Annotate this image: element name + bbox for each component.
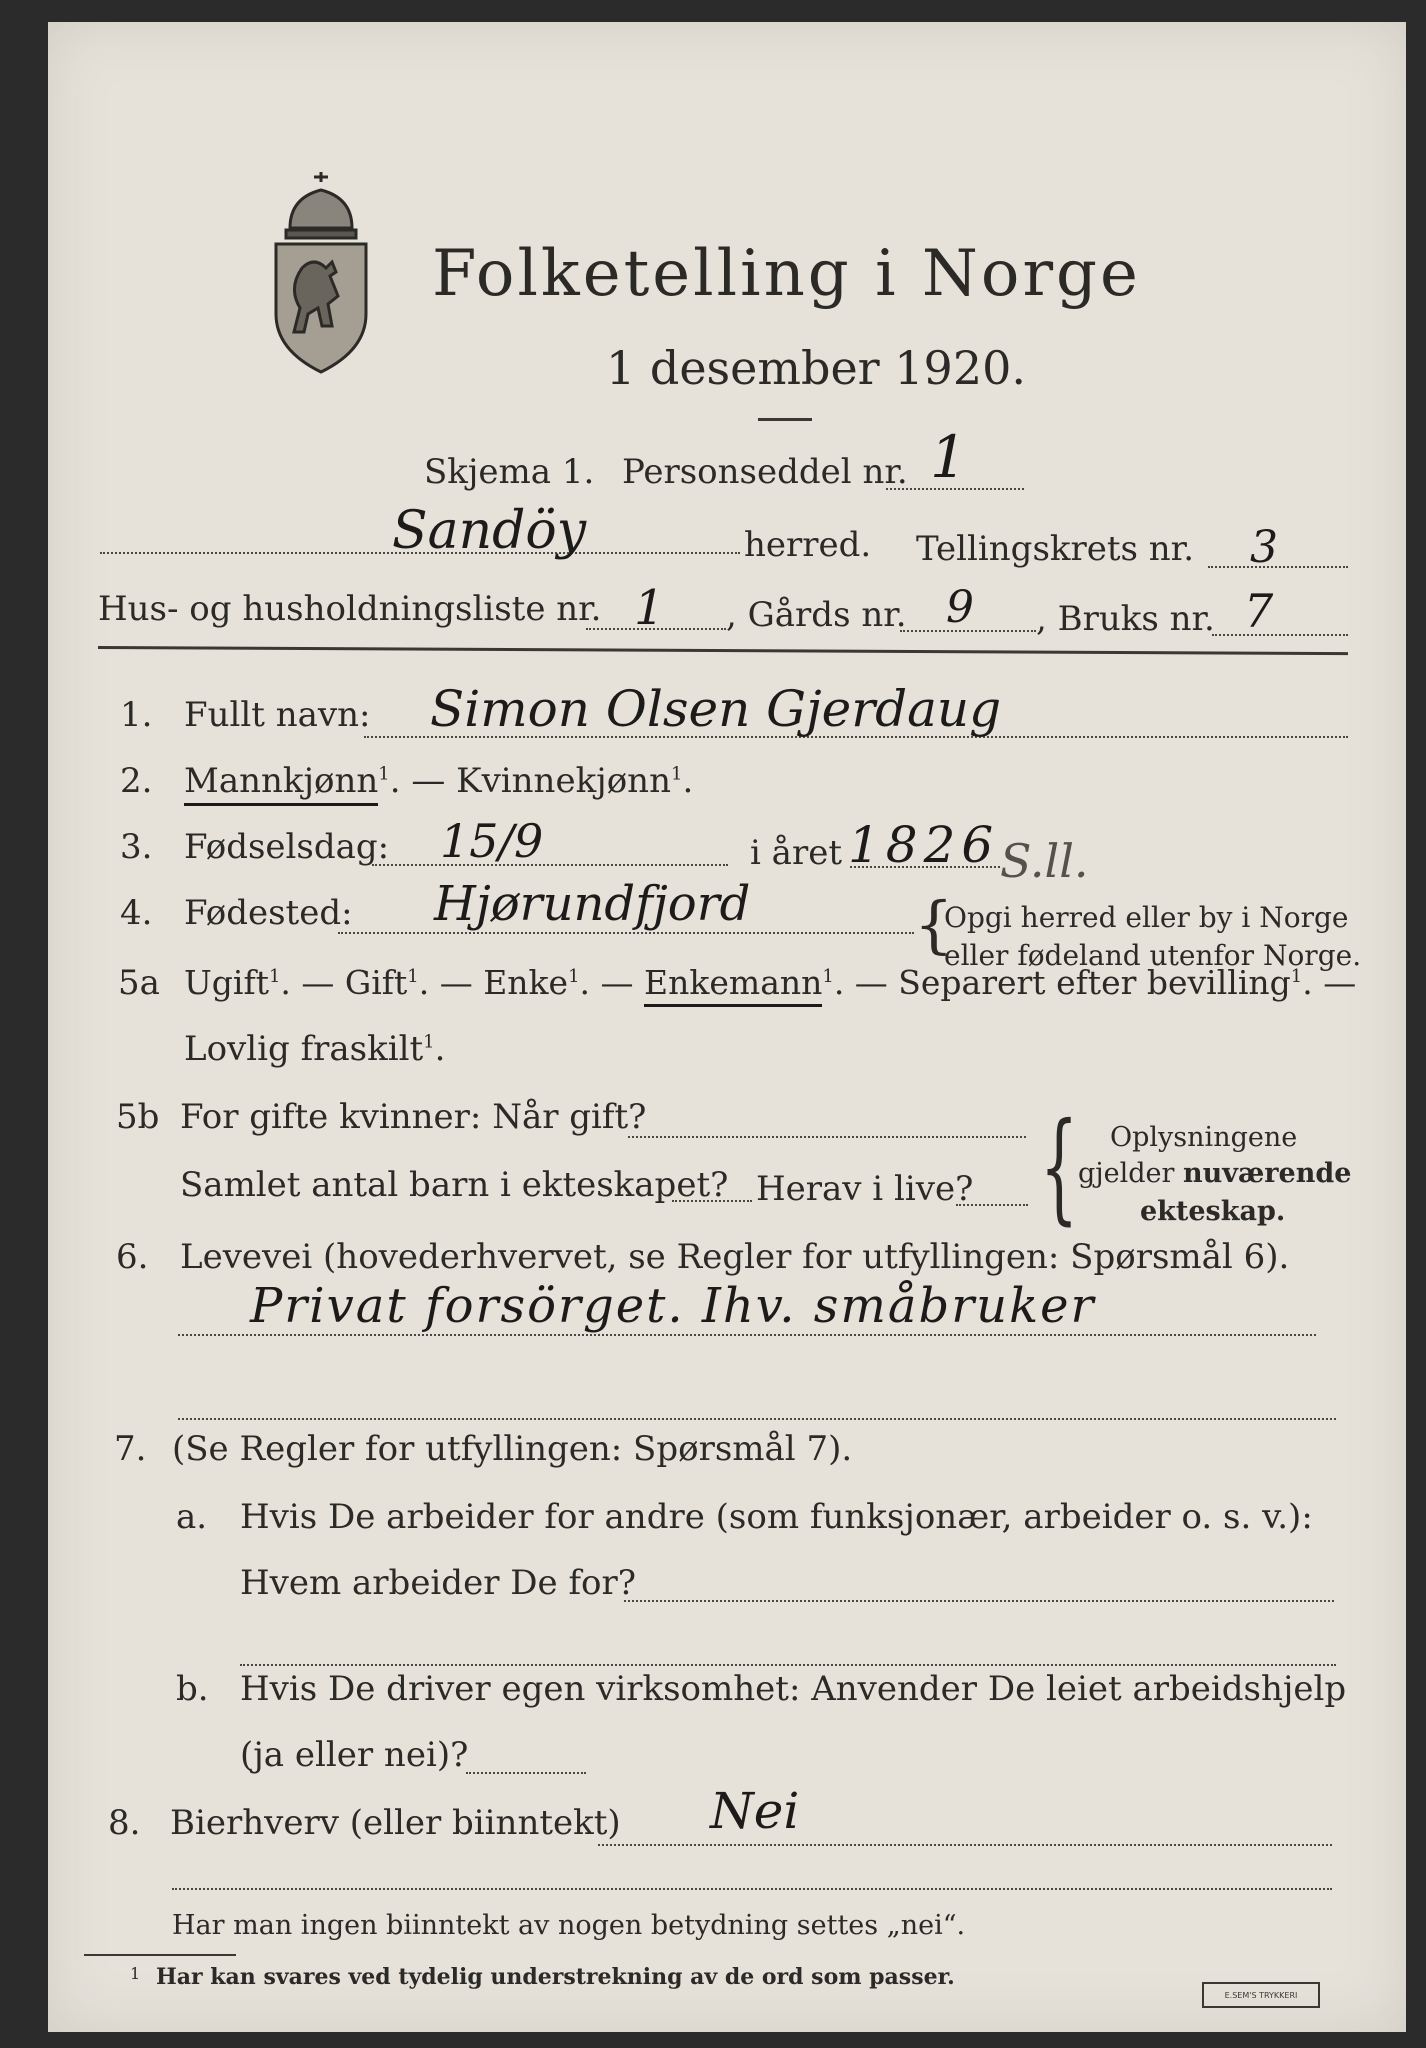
birthday-field[interactable] (372, 864, 728, 866)
footnote-mark: 1 (670, 763, 683, 785)
option-enkemann[interactable]: Enkemann (644, 963, 822, 1007)
tellingskrets-field[interactable] (1208, 566, 1348, 568)
footnote-mark: 1 (423, 1031, 435, 1053)
norwegian-coat-of-arms-icon (262, 168, 380, 374)
footnote-mark: 1 (1290, 966, 1303, 987)
q7a-letter: a. (176, 1497, 208, 1537)
gards-value: 9 (946, 582, 974, 633)
occupation-field-1[interactable] (178, 1334, 1316, 1336)
marriage-note-2 (1078, 1160, 1351, 1187)
employer-field-2[interactable] (240, 1664, 1336, 1666)
household-list-label: Hus- og husholdningsliste nr. (98, 589, 602, 629)
gender-options (184, 761, 694, 801)
birthplace-value: Hjørundfjord (434, 876, 751, 932)
footnote-number: 1 (130, 1964, 141, 1983)
separator: . — (1302, 963, 1357, 1002)
married-when-label: For gifte kvinner: Når gift? (180, 1097, 647, 1137)
marriage-brace: { (1040, 1098, 1079, 1237)
marriage-note-3: ekteskap. (1140, 1196, 1286, 1227)
q3-label: Fødselsdag: (184, 827, 390, 867)
children-total-label: Samlet antal barn i ekteskapet? (180, 1165, 729, 1205)
q5a-number: 5a (118, 963, 160, 1003)
footnote-mark: 1 (407, 966, 419, 987)
q3-number: 3. (120, 827, 153, 867)
gards-label: , Gårds nr. (726, 595, 907, 635)
form-title: Folketelling i Norge (432, 237, 1141, 311)
printer-stamp-text: E.SEM'S TRYKKERI (1224, 1990, 1298, 2000)
birthplace-field[interactable] (338, 932, 914, 934)
q7a-line1: Hvis De arbeider for andre (som funksjonær, arbeider o. s. v.): (240, 1497, 1313, 1537)
option-gift[interactable]: . — Gift (280, 963, 408, 1002)
q8-number: 8. (108, 1803, 141, 1843)
full-name-value: Simon Olsen Gjerdaug (430, 680, 1002, 738)
footnote-rule (84, 1954, 236, 1956)
marital-options (184, 963, 1357, 1002)
herred-label: herred. (744, 525, 872, 565)
children-total-field[interactable] (672, 1200, 752, 1202)
footnote-mark: 1 (568, 966, 580, 987)
year-label: i året (750, 833, 842, 873)
children-alive-label: Herav i live? (756, 1169, 974, 1209)
option-enke[interactable]: . — Enke (418, 963, 569, 1002)
option-kvinnekjonn[interactable]: . — Kvinnekjønn (389, 761, 671, 801)
marriage-note-2b: nuværende (1183, 1158, 1352, 1189)
separator: . — (579, 963, 645, 1002)
gender-end: . (682, 761, 694, 801)
herred-value: Sandöy (392, 501, 587, 561)
married-when-field[interactable] (628, 1136, 1026, 1138)
lovlig-fraskilt-end: . (434, 1029, 446, 1069)
q7-number: 7. (114, 1429, 147, 1469)
secondary-income-field-2[interactable] (172, 1888, 1332, 1890)
q6-label: Levevei (hovederhvervet, se Regler for utfyllingen: Spørsmål 6). (180, 1237, 1290, 1277)
secondary-income-value: Nei (710, 1782, 800, 1840)
option-ugift[interactable]: Ugift (184, 963, 269, 1002)
q4-label: Fødested: (184, 893, 353, 933)
marriage-note-1: Oplysningene (1110, 1122, 1298, 1153)
tellingskrets-value: 3 (1250, 522, 1278, 573)
children-alive-field[interactable] (956, 1204, 1028, 1206)
q7a-line2: Hvem arbeider De for? (240, 1563, 636, 1603)
bruks-field[interactable] (1212, 634, 1348, 636)
bruks-value: 7 (1244, 584, 1274, 638)
birthplace-brace: { (914, 888, 954, 961)
birth-note: S.ll. (1000, 834, 1089, 888)
footnote-text: Har kan svares ved tydelig understrekning av de ord som passer. (156, 1964, 955, 1990)
marriage-note-2a: gjelder (1078, 1158, 1184, 1189)
footnote-mark: 1 (268, 966, 281, 987)
bruks-label: , Bruks nr. (1036, 599, 1215, 639)
q2-number: 2. (120, 761, 153, 801)
q4-number: 4. (120, 893, 153, 933)
birthday-value: 15/9 (440, 814, 544, 868)
no-income-note: Har man ingen biinntekt av nogen betydning settes „nei“. (172, 1910, 966, 1941)
q5b-number: 5b (116, 1097, 160, 1137)
occupation-field-2[interactable] (178, 1418, 1336, 1420)
q6-number: 6. (116, 1237, 149, 1277)
hired-help-field[interactable] (466, 1772, 586, 1774)
q7b-line2: (ja eller nei)? (240, 1735, 469, 1775)
option-lovlig-fraskilt[interactable] (184, 1029, 446, 1069)
q1-number: 1. (120, 695, 153, 735)
household-list-value: 1 (634, 580, 665, 636)
employer-field-1[interactable] (624, 1600, 1334, 1602)
title-divider (758, 418, 812, 421)
footnote-mark: 1 (378, 763, 390, 785)
q7-label: (Se Regler for utfyllingen: Spørsmål 7). (172, 1429, 853, 1469)
census-date: 1 desember 1920. (606, 341, 1026, 395)
tellingskrets-label: Tellingskrets nr. (916, 529, 1195, 569)
personseddel-label: Personseddel nr. (622, 452, 908, 492)
option-separert[interactable]: . — Separert efter bevilling (833, 963, 1291, 1002)
birth-year-value: 1826 (848, 816, 1000, 874)
secondary-income-field[interactable] (598, 1844, 1332, 1846)
footnote-mark: 1 (822, 966, 834, 987)
lovlig-fraskilt-label: Lovlig fraskilt (184, 1029, 424, 1069)
birthplace-note-2: eller fødeland utenfor Norge. (944, 939, 1362, 972)
printer-stamp (1202, 1982, 1320, 2008)
birthplace-note-1: Opgi herred eller by i Norge (944, 901, 1349, 934)
census-form-sheet (48, 22, 1406, 2032)
option-mannkjonn[interactable]: Mannkjønn (184, 761, 378, 806)
occupation-value: Privat forsörget. Ihv. småbruker (250, 1278, 1096, 1334)
q7b-letter: b. (176, 1669, 209, 1709)
q1-label: Fullt navn: (184, 695, 371, 735)
personseddel-value: 1 (930, 423, 967, 491)
q7b-line1: Hvis De driver egen virksomhet: Anvender De leiet arbeidshjelp (240, 1669, 1347, 1709)
q8-label: Bierhverv (eller biinntekt) (170, 1803, 621, 1843)
schema-label: Skjema 1. (424, 452, 595, 492)
